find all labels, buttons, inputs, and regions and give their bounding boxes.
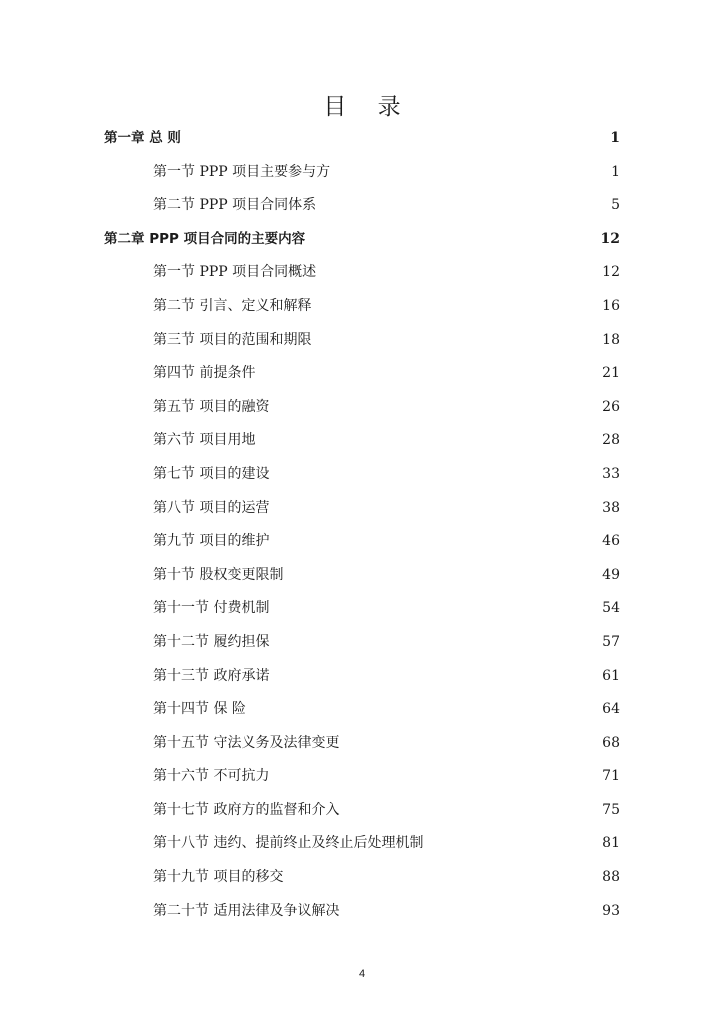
toc-entry-title: 第十二节 履约担保 <box>153 633 270 650</box>
toc-entry-page: 49 <box>602 566 620 583</box>
toc-entry-title: 第二节 引言、定义和解释 <box>153 297 312 314</box>
toc-entry-title: 第十三节 政府承诺 <box>153 667 270 684</box>
toc-section-entry <box>0 390 724 424</box>
toc-entry-page: 71 <box>602 768 620 785</box>
toc-entry-title: 第八节 项目的运营 <box>153 499 270 516</box>
toc-section-entry <box>0 759 724 793</box>
toc-section-entry <box>0 423 724 457</box>
toc-entry-page: 64 <box>602 701 620 718</box>
toc-entry-title: 第二节 PPP 项目合同体系 <box>153 197 317 214</box>
toc-section-entry <box>0 356 724 390</box>
toc-section-entry <box>0 726 724 760</box>
toc-entry-title: 第十四节 保 险 <box>153 701 246 718</box>
toc-section-entry <box>0 860 724 894</box>
toc-section-entry <box>0 524 724 558</box>
page-number: 4 <box>358 968 366 980</box>
toc-entry-title: 第一章 总 则 <box>104 130 181 146</box>
toc-entry-page: 26 <box>602 398 620 415</box>
toc-entry-title: 第十七节 政府方的监督和介入 <box>153 801 340 818</box>
toc-entry-page: 12 <box>602 264 620 281</box>
toc-entry-title: 第十八节 违约、提前终止及终止后处理机制 <box>153 835 424 852</box>
toc-entry-page: 93 <box>602 902 620 919</box>
toc-entry-page: 33 <box>602 465 620 482</box>
toc-section-entry <box>0 793 724 827</box>
toc-section-entry <box>0 826 724 860</box>
toc-section-entry <box>0 457 724 491</box>
toc-entry-page: 16 <box>602 297 620 314</box>
toc-entry-page: 88 <box>602 869 620 886</box>
toc-section-entry <box>0 491 724 525</box>
toc-entry-title: 第五节 项目的融资 <box>153 398 270 415</box>
toc-entry-page: 61 <box>602 667 620 684</box>
toc-entry-title: 第七节 项目的建设 <box>153 465 270 482</box>
toc-entry-page: 1 <box>611 163 620 180</box>
toc-entry-page: 81 <box>602 835 620 852</box>
toc-section-entry <box>0 625 724 659</box>
toc-entry-page: 1 <box>610 130 620 146</box>
toc-section-entry <box>0 155 724 189</box>
toc-entry-page: 75 <box>602 801 620 818</box>
toc-entry-title: 第十一节 付费机制 <box>153 600 270 617</box>
toc-chapter-entry <box>0 121 724 155</box>
toc-entry-title: 第十五节 守法义务及法律变更 <box>153 734 340 751</box>
toc-entry-page: 38 <box>602 499 620 516</box>
toc-entry-title: 第十节 股权变更限制 <box>153 566 284 583</box>
toc-section-entry <box>0 692 724 726</box>
toc-entry-page: 54 <box>602 600 620 617</box>
toc-section-entry <box>0 188 724 222</box>
toc-entry-page: 21 <box>602 365 620 382</box>
toc-entry-title: 第十九节 项目的移交 <box>153 869 284 886</box>
toc-section-entry <box>0 558 724 592</box>
toc-section-entry <box>0 591 724 625</box>
toc-entry-page: 57 <box>602 633 620 650</box>
toc-entry-page: 68 <box>602 734 620 751</box>
toc-entry-title: 第三节 项目的范围和期限 <box>153 331 312 348</box>
toc-section-entry <box>0 894 724 928</box>
toc-chapter-entry <box>0 222 724 256</box>
toc-entry-title: 第二章 PPP 项目合同的主要内容 <box>104 230 306 247</box>
toc-entry-title: 第六节 项目用地 <box>153 432 256 449</box>
toc-entry-title: 第一节 PPP 项目主要参与方 <box>153 163 331 180</box>
toc-entry-page: 28 <box>602 432 620 449</box>
toc-entry-title: 第四节 前提条件 <box>153 365 256 382</box>
toc-entry-page: 12 <box>600 230 620 247</box>
toc-entry-title: 第二十节 适用法律及争议解决 <box>153 902 340 919</box>
toc-section-entry <box>0 255 724 289</box>
toc-entry-page: 46 <box>602 533 620 550</box>
toc-section-entry <box>0 659 724 693</box>
toc-section-entry <box>0 323 724 357</box>
toc-entry-page: 18 <box>602 331 620 348</box>
page-title: 目 录 <box>323 94 413 120</box>
table-of-contents <box>0 121 724 927</box>
toc-entry-title: 第九节 项目的维护 <box>153 533 270 550</box>
toc-entry-title: 第一节 PPP 项目合同概述 <box>153 264 317 281</box>
toc-section-entry <box>0 289 724 323</box>
toc-entry-title: 第十六节 不可抗力 <box>153 768 270 785</box>
toc-entry-page: 5 <box>611 197 620 214</box>
